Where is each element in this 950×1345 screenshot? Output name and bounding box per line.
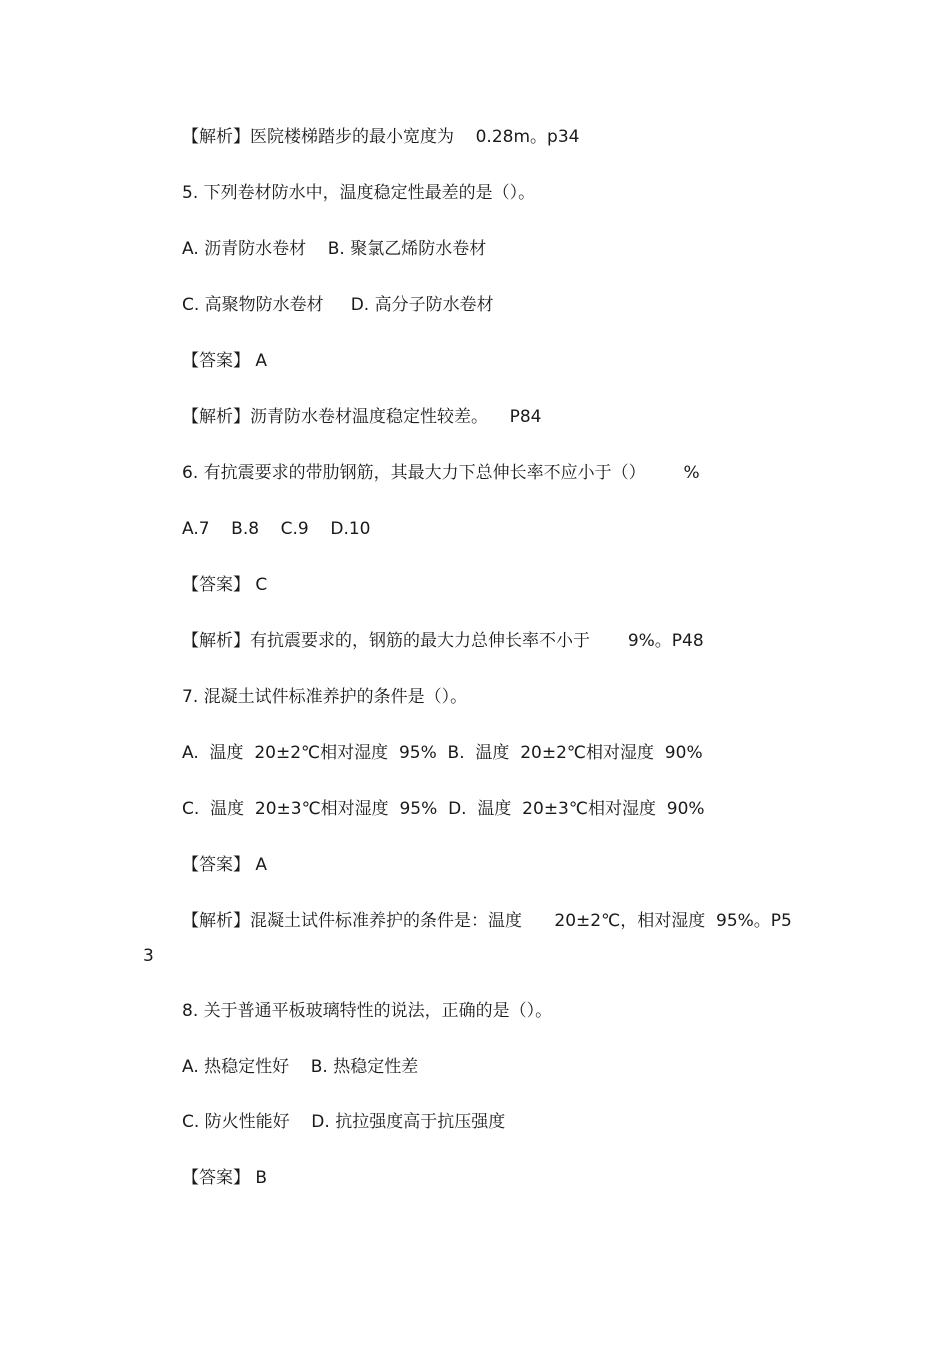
q6-options: A.7 B.8 C.9 D.10	[182, 519, 371, 539]
answer-q8: 【答案】 B	[182, 1168, 268, 1188]
answer-q6: 【答案】 C	[182, 575, 268, 595]
q5-options-ab: A. 沥青防水卷材 B. 聚氯乙烯防水卷材	[182, 239, 487, 259]
question-5: 5. 下列卷材防水中，温度稳定性最差的是（）。	[182, 183, 536, 203]
q8-options-cd: C. 防火性能好 D. 抗拉强度高于抗压强度	[182, 1112, 506, 1132]
q8-options-ab: A. 热稳定性好 B. 热稳定性差	[182, 1057, 419, 1077]
answer-q5: 【答案】 A	[182, 351, 268, 371]
analysis-q5: 【解析】沥青防水卷材温度稳定性较差。 P84	[182, 407, 542, 427]
question-8: 8. 关于普通平板玻璃特性的说法，正确的是（）。	[182, 1001, 553, 1021]
q5-options-cd: C. 高聚物防水卷材 D. 高分子防水卷材	[182, 295, 494, 315]
analysis-q7-wrap: 3	[143, 946, 154, 966]
analysis-q7: 【解析】混凝土试件标准养护的条件是：温度 20±2℃，相对湿度 95%。P5	[182, 911, 792, 931]
q7-options-cd: C. 温度 20±3℃相对湿度 95% D. 温度 20±3℃相对湿度 90%	[182, 799, 705, 819]
analysis-q4: 【解析】医院楼梯踏步的最小宽度为 0.28m。p34	[182, 127, 580, 147]
analysis-q6: 【解析】有抗震要求的，钢筋的最大力总伸长率不小于 9%。P48	[182, 631, 704, 651]
question-6: 6. 有抗震要求的带肋钢筋，其最大力下总伸长率不应小于（） %	[182, 463, 700, 483]
q7-options-ab: A. 温度 20±2℃相对湿度 95% B. 温度 20±2℃相对湿度 90%	[182, 743, 703, 763]
answer-q7: 【答案】 A	[182, 855, 268, 875]
question-7: 7. 混凝土试件标准养护的条件是（）。	[182, 687, 468, 707]
